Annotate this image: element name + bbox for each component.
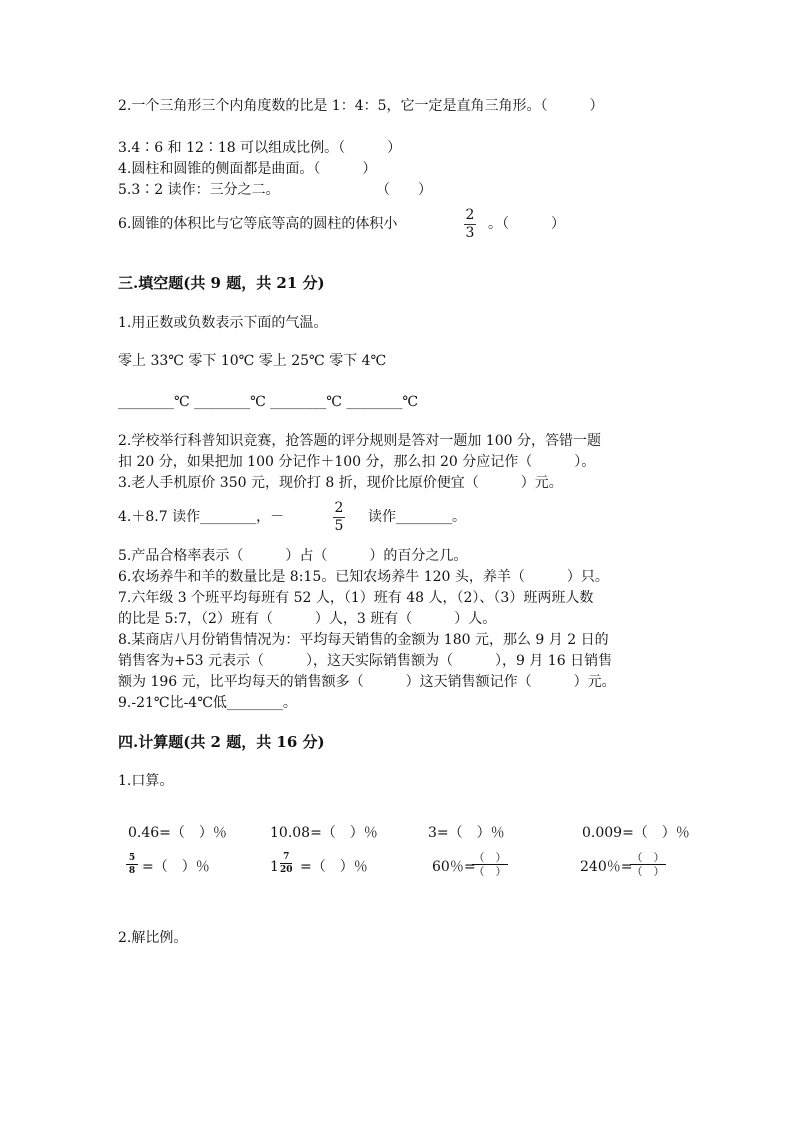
calc-item-7: 60％=	[432, 859, 476, 875]
calc-item-8: 240％=	[580, 859, 633, 875]
judge-q4: 4.圆柱和圆锥的侧面都是曲面。（ ）	[118, 161, 377, 177]
fill-q2-line1: 2.学校举行科普知识竞赛，抢答题的评分规则是答对一题加 100 分，答错一题	[118, 433, 601, 449]
fraction-denominator: 3	[465, 225, 475, 241]
judge-q5-answer: （ ）	[376, 182, 432, 198]
fraction-numerator: 7	[283, 852, 290, 862]
fraction-numerator: 5	[128, 853, 136, 863]
calc-item-1: 0.46=（ ）％	[128, 825, 227, 841]
fraction-five-eighths	[126, 853, 138, 876]
fraction-numerator: 2	[334, 500, 344, 516]
judge-q6-answer: 。（ ）	[488, 216, 565, 232]
fill-q8-line3: 额为 196 元，比平均每天的销售额多（ ）这天销售额记作（ ）元。	[118, 674, 616, 690]
fill-q8-line2: 销售客为+53 元表示（ ），这天实际销售额为（ ），9 月 16 日销售	[118, 653, 613, 669]
fraction-numerator: （ ）	[473, 851, 507, 864]
fraction-denominator: 20	[280, 865, 293, 875]
fraction-seven-twentieths	[280, 852, 293, 875]
judge-q6: 6.圆锥的体积比与它等底等高的圆柱的体积小	[118, 216, 398, 232]
calc-item-4: 0.009=（ ）％	[582, 825, 690, 841]
fraction-bar	[126, 864, 138, 865]
fraction-denominator: （ ）	[631, 865, 665, 878]
fill-q5: 5.产品合格率表示（ ）占（ ）的百分之几。	[118, 548, 468, 564]
fill-q1-temperatures: 零上 33℃ 零下 10℃ 零上 25℃ 零下 4℃	[118, 353, 387, 369]
fraction-numerator: 2	[465, 207, 475, 223]
fill-q9: 9.-21℃比-4℃低________。	[118, 695, 297, 711]
fraction-denominator: 5	[334, 518, 344, 534]
fill-q1-blanks[interactable]: ________℃ ________℃ ________℃ ________℃	[118, 394, 418, 410]
fill-q4-tail: 读作________。	[368, 509, 466, 525]
percent-fraction-blank	[630, 852, 666, 877]
calc-item-3: 3=（ ）％	[428, 825, 505, 841]
percent-fraction-blank	[472, 852, 508, 877]
calc-item-5: =（ ）％	[142, 859, 210, 875]
fraction-bar	[280, 863, 292, 864]
fraction-two-fifths	[333, 501, 345, 534]
fill-q7-line1: 7.六年级 3 个班平均每班有 52 人，（1）班有 48 人，（2）、（3）班两班人数	[118, 590, 594, 606]
section-4-title: 四.计算题(共 2 题，共 16 分)	[118, 733, 325, 751]
calc-q1: 1.口算。	[118, 773, 174, 789]
calc-item-6: =（ ）％	[300, 859, 368, 875]
judge-q2: 2.一个三角形三个内角度数的比是 1：4：5，它一定是直角三角形。（ ）	[118, 98, 604, 114]
fill-q3: 3.老人手机原价 350 元，现价打 8 折，现价比原价便宜（ ）元。	[118, 475, 563, 491]
fraction-denominator: 8	[128, 866, 136, 876]
section-3-title: 三.填空题(共 9 题，共 21 分)	[118, 274, 325, 292]
fraction-numerator: （ ）	[631, 851, 665, 864]
fill-q7-line2: 的比是 5:7，（2）班有（ ）人，3 班有（ ）人。	[118, 611, 497, 627]
fill-q2-line2: 扣 20 分，如果把加 100 分记作＋100 分，那么扣 20 分应记作（ ）。	[118, 454, 596, 470]
judge-q3: 3.4∶6 和 12∶18 可以组成比例。（ ）	[118, 140, 402, 156]
calc-q2: 2.解比例。	[118, 930, 188, 946]
fill-q4: 4.＋8.7 读作________，－	[118, 509, 285, 525]
fill-q6: 6.农场养牛和羊的数量比是 8:15。已知农场养牛 120 头，养羊（ ）只。	[118, 569, 609, 585]
judge-q5: 5.3∶2 读作：三分之二。	[118, 182, 280, 198]
mixed-number-whole: 1	[270, 859, 279, 875]
calc-item-2: 10.08=（ ）％	[270, 825, 378, 841]
fraction-denominator: （ ）	[473, 865, 507, 878]
fill-q8-line1: 8.某商店八月份销售情况为：平均每天销售的金额为 180 元，那么 9 月 2 日的	[118, 632, 609, 648]
fraction-two-thirds	[464, 208, 476, 241]
fill-q1: 1.用正数或负数表示下面的气温。	[118, 315, 328, 331]
